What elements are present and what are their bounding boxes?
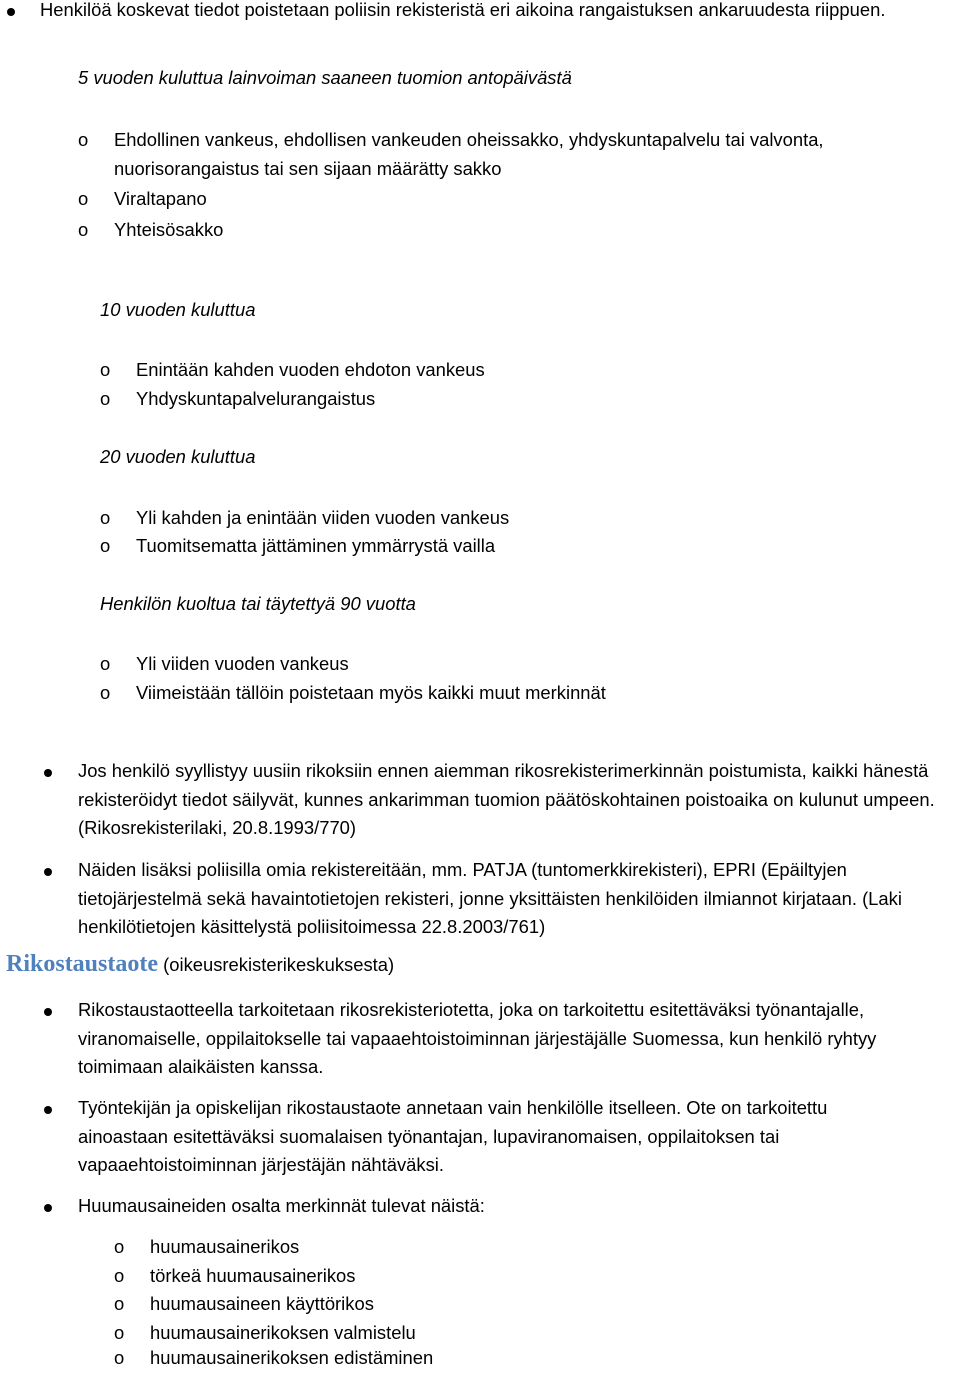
sub-bullet-marker: o [100, 507, 111, 528]
list-item: Yhdyskuntapalvelurangaistus [136, 388, 376, 409]
bullet-dot [7, 8, 15, 16]
sub-bullet-marker: o [78, 129, 89, 150]
section-heading-20-years: 20 vuoden kuluttua [100, 446, 256, 467]
paragraph-drug-entries: Huumausaineiden osalta merkinnät tulevat näistä: [78, 1195, 485, 1216]
paragraph-rikostaustaote-definition: Rikostaustaotteella tarkoitetaan rikosrekisteriotetta, joka on tarkoitettu esitettäväksi työnantajalle, viranomaiselle, oppilaitokselle tai vapaaehtoistoiminnan järjestäjälle Suomessa, kun henkilö ryhtyy toimimaan alaikäisten kanssa. [78, 999, 877, 1078]
drug-list-item: törkeä huumausainerikos [150, 1265, 356, 1286]
list-item: Yhteisösakko [114, 219, 224, 240]
sub-bullet-marker: o [100, 388, 111, 409]
section-heading-90-years: Henkilön kuoltua tai täytettyä 90 vuotta [100, 593, 416, 614]
paragraph-renewed-offenses: Jos henkilö syyllistyy uusiin rikoksiin ennen aiemman rikosrekisterimerkinnän poistumista, kaikki hänestä rekisteröidyt tiedot säilyvät, kunnes ankarimman tuomion päätöskohtainen poistoaika on kulunut umpeen. (Rikosrekisterilaki, 20.8.1993/770) [78, 760, 935, 839]
list-item: Yli kahden ja enintään viiden vuoden vankeus [136, 507, 510, 528]
sub-bullet-marker: o [114, 1322, 125, 1343]
sub-bullet-marker: o [114, 1293, 125, 1314]
sub-bullet-marker: o [114, 1265, 125, 1286]
rikostaustaote-subheading: (oikeusrekisterikeskuksesta) [163, 954, 395, 975]
list-item: Yli viiden vuoden vankeus [136, 653, 349, 674]
sub-bullet-marker: o [100, 359, 111, 380]
bullet-dot [44, 1008, 52, 1016]
sub-bullet-marker: o [100, 535, 111, 556]
bullet-dot [44, 868, 52, 876]
sub-bullet-marker: o [78, 219, 89, 240]
section-heading-5-years: 5 vuoden kuluttua lainvoiman saaneen tuomion antopäivästä [78, 67, 572, 88]
drug-list-item: huumausainerikoksen valmistelu [150, 1322, 416, 1343]
list-item: Tuomitsematta jättäminen ymmärrystä vailla [136, 535, 496, 556]
sub-bullet-marker: o [100, 653, 111, 674]
list-item: Ehdollinen vankeus, ehdollisen vankeuden oheissakko, yhdyskuntapalvelu tai valvonta, nuorisorangaistus tai sen sijaan määrätty sakko [114, 129, 824, 179]
drug-list-item: huumausaineen käyttörikos [150, 1293, 374, 1314]
bullet-dot [44, 769, 52, 777]
drug-list-item: huumausainerikoksen edistäminen [150, 1347, 434, 1368]
list-item: Enintään kahden vuoden ehdoton vankeus [136, 359, 485, 380]
paragraph-rikostaustaote-usage: Työntekijän ja opiskelijan rikostaustaote annetaan vain henkilölle itselleen. Ote on tarkoitettu ainoastaan esitettäväksi suomalaisen työnantajan, lupaviranomaisen, oppilaitoksen tai vapaaehtoistoiminnan järjestäjän nähtäväksi. [78, 1097, 828, 1176]
bullet-dot [44, 1204, 52, 1212]
sub-bullet-marker: o [78, 188, 89, 209]
sub-bullet-marker: o [114, 1236, 125, 1257]
drug-list-item: huumausainerikos [150, 1236, 300, 1257]
list-item: Viraltapano [114, 188, 207, 209]
rikostaustaote-heading: Rikostaustaote [6, 951, 159, 977]
rikostaustaote-heading-row [6, 950, 394, 980]
sub-bullet-marker: o [100, 682, 111, 703]
intro-paragraph: Henkilöä koskevat tiedot poistetaan poliisin rekisteristä eri aikoina rangaistuksen ankaruudesta riippuen. [40, 0, 886, 20]
bullet-dot [44, 1106, 52, 1114]
paragraph-police-registers: Näiden lisäksi poliisilla omia rekistereitään, mm. PATJA (tuntomerkkirekisteri), EPRI (Epäiltyjen tietojärjestelmä sekä havaintotietojen rekisteri, jonne yksittäisten henkilöiden ilmiannot kirjataan. (Laki henkilötietojen käsittelystä poliisitoimessa 22.8.2003/761) [78, 859, 902, 938]
sub-bullet-marker: o [114, 1347, 125, 1368]
list-item: Viimeistään tällöin poistetaan myös kaikki muut merkinnät [136, 682, 606, 703]
section-heading-10-years: 10 vuoden kuluttua [100, 299, 256, 320]
